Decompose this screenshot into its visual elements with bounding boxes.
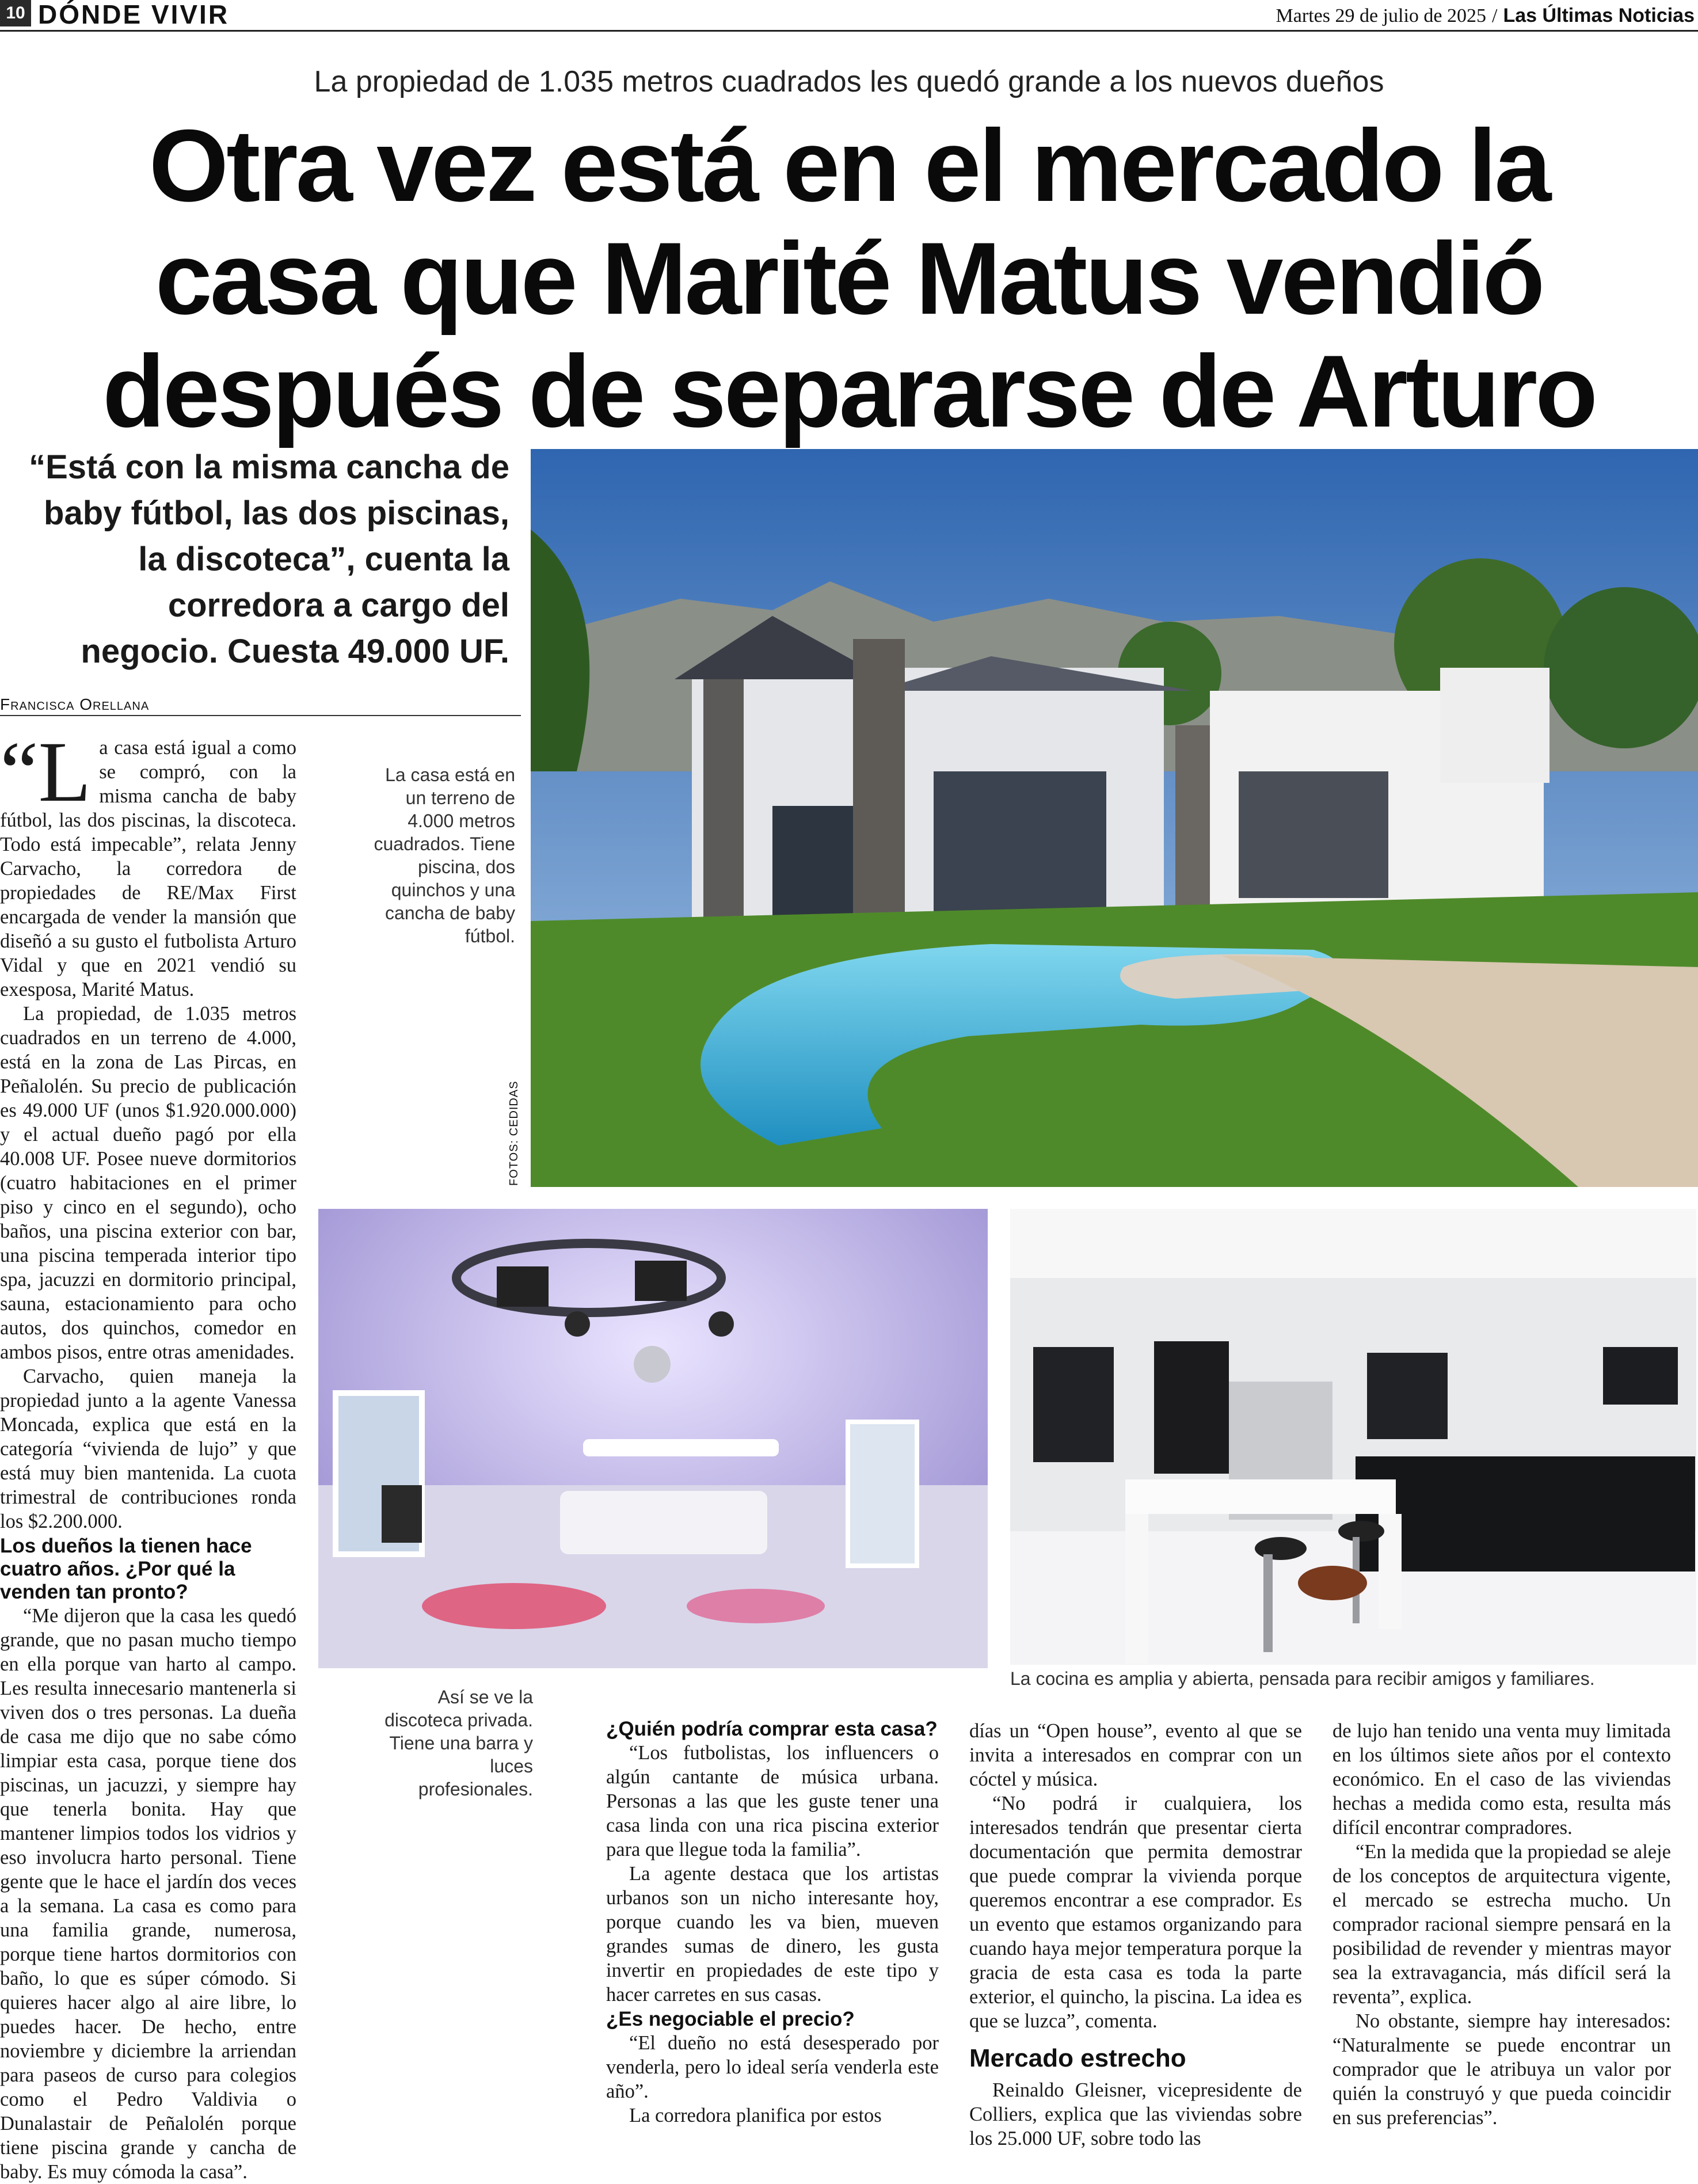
paragraph: Reinaldo Gleisner, vicepresidente de Colliers, explica que las viviendas sobre los 25.000 UF, sobre todo las: [969, 2079, 1302, 2149]
paragraph: La propiedad, de 1.035 metros cuadrados en un terreno de 4.000, está en la zona de Las Pircas, en Peñalolén. Su precio de publicación es 49.000 UF (unos $1.920.000.000) y el actual dueño pagó por ella 40.008 UF. Posee nueve dormitorios (cuatro habitaciones en el primer piso y cinco en el segundo), ocho baños, una piscina exterior con bar, una piscina temperada interior tipo spa, jacuzzi en dormitorio principal, sauna, estacionamiento para ocho autos, dos quinchos, comedor en ambos pisos, entre otras amenidades.: [0, 1003, 296, 1363]
body-column-4: [969, 1719, 1302, 2151]
newspaper-name: Las Últimas Noticias: [1503, 5, 1695, 26]
masthead: [1276, 5, 1695, 27]
paragraph: No obstante, siempre hay interesados: “Naturalmente se puede encontrar un comprador que le atribuya un valor por quién la construyó y que pueda coincidir en sus preferencias”.: [1332, 2010, 1671, 2129]
byline: Francisca Orellana: [0, 695, 150, 713]
question-heading: ¿Quién podría comprar esta casa?: [606, 1718, 938, 1740]
page-number: 10: [0, 0, 31, 26]
caption-disco: Así se ve la discoteca privada. Tiene una barra y luces profesionales.: [384, 1687, 533, 1799]
issue-date: Martes 29 de julio de 2025: [1276, 5, 1486, 26]
caption-exterior: La casa está en un terreno de 4.000 metros cuadrados. Tiene piscina, dos quinchos y una cancha de baby fútbol.: [374, 764, 515, 946]
paragraph: días un “Open house”, evento al que se invita a interesados en comprar con un cóctel y música.: [969, 1720, 1302, 1790]
question-heading: Los dueños la tienen hace cuatro años. ¿Por qué la venden tan pronto?: [0, 1535, 252, 1603]
subheading: Mercado estrecho: [969, 2044, 1186, 2072]
paragraph: La corredora planifica por estos: [629, 2105, 882, 2126]
lead-paragraph: “L a casa está igual a como se compró, con la misma cancha de baby fútbol, las dos piscinas, la discoteca. Todo está impecable”, relata Jenny Carvacho, la corredora de propiedades de RE/Max First encargada de vender la mansión que diseñó a su gusto el futbolista Arturo Vidal y que en 2021 vendió su exesposa, Marité Matus.: [0, 724, 296, 1000]
paragraph: La agente destaca que los artistas urbanos son un nicho interesante hoy, porque cuando les va bien, mueven grandes sumas de dinero, les gusta invertir en propiedades de este tipo y hacer carretes en sus casas.: [606, 1863, 939, 2006]
question-heading: ¿Es negociable el precio?: [606, 2008, 855, 2030]
body-column-3: [606, 1717, 939, 2128]
header-rule: [0, 30, 1698, 32]
photo-credit: FOTOS: CEDIDAS: [508, 1080, 520, 1186]
kitchen-photo: [1010, 1209, 1696, 1665]
paragraph: “Me dijeron que la casa les quedó grande, que no pasan mucho tiempo en ella porque van harto al campo. Les resulta innecesario mantenerla si viven dos o tres personas. La dueña de casa me dijo que no sabe cómo limpiar esta casa, porque tiene dos piscinas, un jacuzzi, y siempre hay que tenerla bonita. Hay que mantener limpios todos los vidrios y eso involucra harto personal. Tiene gente que le hace el jardín dos veces a la semana. La casa es como para una familia grande, numerosa, porque tiene hartos dormitorios con baño, lo que es súper cómodo. Si quieres hacer algo al aire libre, lo puedes hacer. De hecho, entre noviembre y diciembre la arriendan para paseos de curso para colegios como el Pedro Valdivia o Dunalastair de Peñalolén porque tiene piscina grande y cancha de baby. Es muy cómoda la casa”.: [0, 1605, 296, 2183]
headline: Otra vez está en el mercado la casa que Marité Matus vendió después de separarse de Arturo: [102, 108, 1596, 448]
section-title: DÓNDE VIVIR: [38, 0, 230, 29]
paragraph: “No podrá ir cualquiera, los interesados tendrán que presentar cierta documentación que permita demostrar que puede comprar la vivienda porque queremos encontrar a ese comprador. Es un evento que estamos organizando para cuando haya mejor temperatura porque la gracia de esta casa es toda la parte exterior, el quincho, la piscina. La idea es que se luzca”, comenta.: [969, 1793, 1302, 2032]
drop-cap: “L: [0, 724, 92, 820]
masthead-separator: /: [1491, 5, 1498, 26]
paragraph: de lujo han tenido una venta muy limitada en los últimos siete años por el contexto económico. En el caso de las viviendas hechas a medida como esta, resulta más difícil encontrar compradores.: [1332, 1720, 1671, 1839]
house-exterior-photo: [531, 449, 1698, 1187]
paragraph: “El dueño no está desesperado por venderla, pero lo ideal sería venderla este año”.: [606, 2032, 939, 2102]
byline-rule: [0, 715, 521, 716]
paragraph: Carvacho, quien maneja la propiedad junto a la agente Vanessa Moncada, explica que está en la categoría “vivienda de lujo” y que está muy bien mantenida. La cuota trimestral de contribuciones ronda los $2.200.000.: [0, 1365, 296, 1532]
paragraph: “En la medida que la propiedad se aleje de los conceptos de arquitectura vigente, el mercado se estrecha mucho. Un comprador racional siempre pensará en la posibilidad de revender y mientras mayor sea la extravagancia, más difícil será la reventa”, explica.: [1332, 1841, 1671, 2008]
paragraph: “Los futbolistas, los influencers o algún cantante de música urbana. Personas a las que les guste tener una casa linda con una rica piscina exterior para que llegue toda la familia”.: [606, 1742, 939, 1860]
pullquote: “Está con la misma cancha de baby fútbol, las dos piscinas, la discoteca”, cuenta la corredora a cargo del negocio. Cuesta 49.000 UF.: [29, 448, 509, 670]
caption-kitchen: La cocina es amplia y abierta, pensada para recibir amigos y familiares.: [1010, 1668, 1595, 1689]
body-column-1: [0, 724, 296, 2184]
kicker: La propiedad de 1.035 metros cuadrados les quedó grande a los nuevos dueños: [314, 65, 1384, 98]
disco-photo: [318, 1209, 988, 1668]
body-column-5: [1332, 1719, 1671, 2130]
